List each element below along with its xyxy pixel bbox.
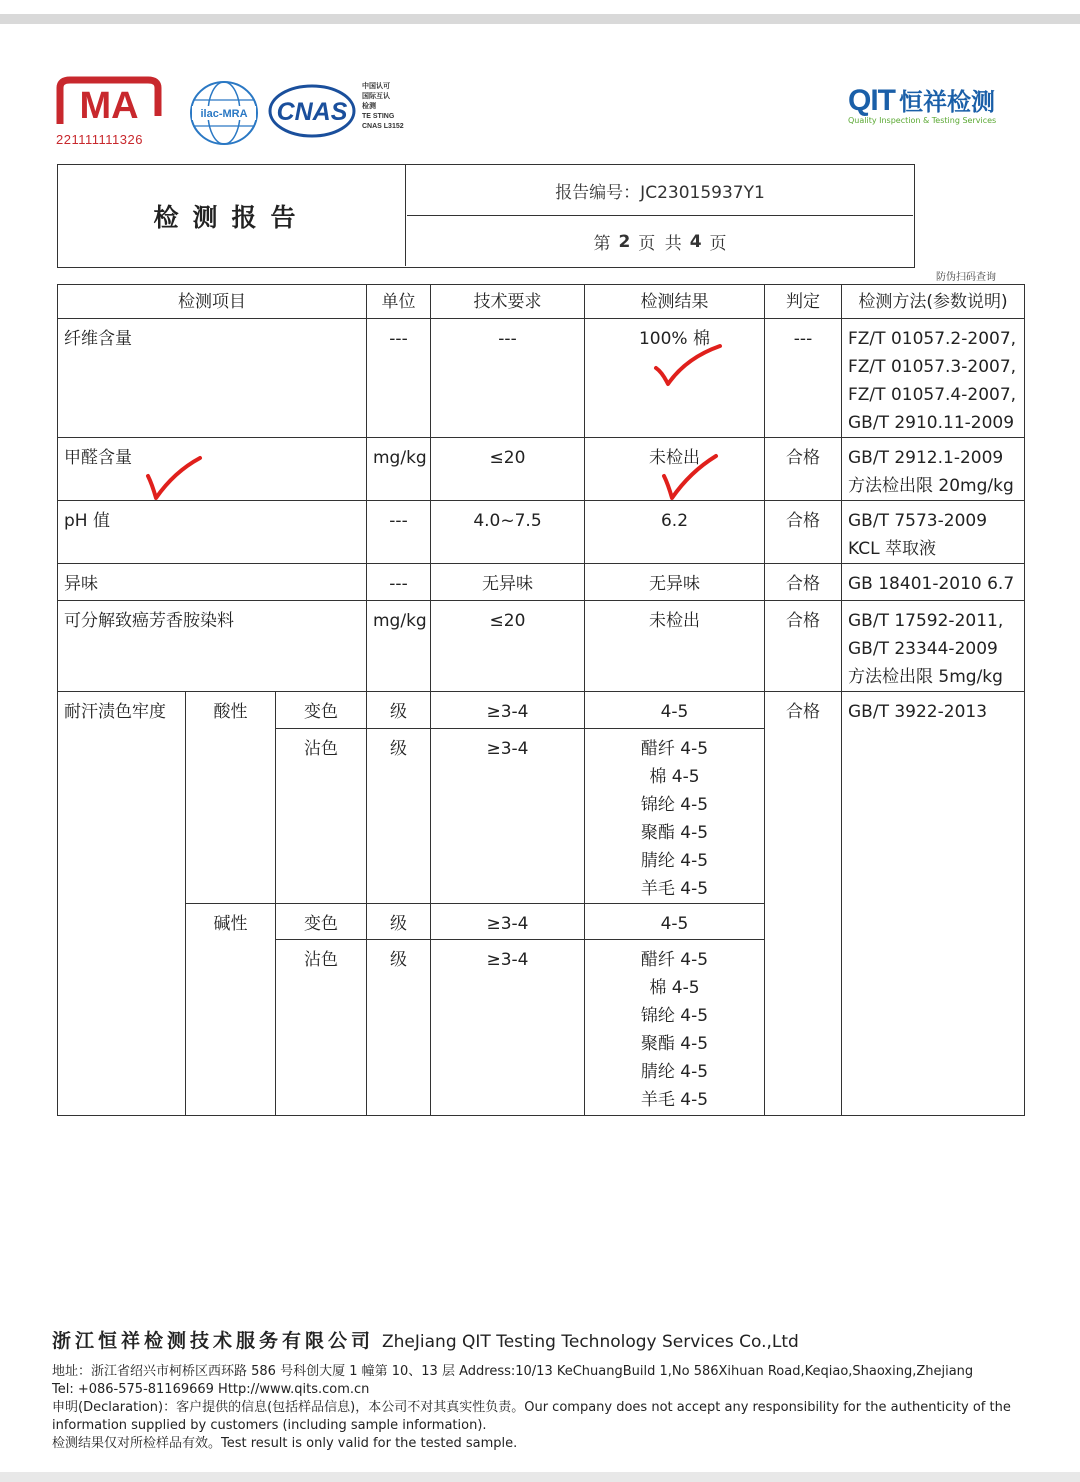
requirement-cell: --- <box>431 319 585 438</box>
cnas-caption-line: 国际互认 <box>362 93 390 100</box>
requirement-cell: ≤20 <box>431 438 585 501</box>
requirement-cell: ≤20 <box>431 601 585 692</box>
check-mark-icon <box>660 452 720 502</box>
requirement-cell: ≥3-4 <box>431 940 585 1116</box>
table-row <box>58 601 1025 692</box>
requirement-cell: 无异味 <box>431 564 585 601</box>
svg-text:CNAS: CNAS <box>276 98 348 126</box>
unit-cell: --- <box>367 319 431 438</box>
result-cell: 4-5 <box>585 904 765 940</box>
page-current: 2 <box>618 231 631 252</box>
table-row <box>58 564 1025 601</box>
method-line: GB/T 23344-2009 <box>848 639 998 659</box>
cnas-mark-icon <box>268 84 356 138</box>
method-cell: GB/T 3922-2013 <box>842 692 1025 1116</box>
cnas-caption-line: 检测 <box>362 103 376 110</box>
unit-cell: mg/kg <box>367 601 431 692</box>
condition-cell-alkali: 碱性 <box>186 904 276 1116</box>
result-line: 锦纶 4-5 <box>640 1006 709 1026</box>
result-cell: 6.2 <box>585 501 765 564</box>
condition-cell-acid: 酸性 <box>186 692 276 904</box>
unit-cell: 级 <box>367 904 431 940</box>
table-row <box>58 692 1025 729</box>
method-line: GB/T 17592-2011, <box>848 611 1004 631</box>
method-line: FZ/T 01057.4-2007, <box>848 385 1017 405</box>
item-cell: 可分解致癌芳香胺染料 <box>58 601 367 692</box>
top-border <box>0 14 1080 24</box>
bottom-border <box>0 1472 1080 1482</box>
requirement-cell: ≥3-4 <box>431 729 585 904</box>
method-line: KCL 萃取液 <box>848 539 936 559</box>
judgement-cell: 合格 <box>765 438 842 501</box>
company-name-cn: 浙江恒祥检测技术服务有限公司 <box>52 1330 375 1352</box>
validity-note: 检测结果仅对所检样品有效。Test result is only valid for the tested sample. <box>52 1436 518 1451</box>
page-prefix: 第 <box>593 234 611 254</box>
unit-cell: 级 <box>367 692 431 729</box>
item-cell: 纤维含量 <box>58 319 367 438</box>
ilac-mra-logo <box>188 80 260 146</box>
method-line: FZ/T 01057.3-2007, <box>848 357 1017 377</box>
check-mark-icon <box>652 342 724 388</box>
qr-code[interactable] <box>922 168 1014 264</box>
judgement-cell: --- <box>765 319 842 438</box>
cma-logo <box>56 76 164 150</box>
result-line: 腈纶 4-5 <box>640 851 709 871</box>
page-mid: 页 共 <box>638 234 682 254</box>
subitem-cell: 变色 <box>276 692 367 729</box>
result-line: 棉 4-5 <box>649 978 700 998</box>
qr-caption: 防伪扫码查询 <box>936 272 996 283</box>
col-header-judgement: 判定 <box>765 285 842 319</box>
qit-name: 恒祥检测 <box>899 88 995 116</box>
judgement-cell: 合格 <box>765 501 842 564</box>
cnas-logo <box>268 84 356 138</box>
svg-text:ilac-MRA: ilac-MRA <box>200 108 248 120</box>
col-header-requirement: 技术要求 <box>431 285 585 319</box>
svg-text:MA: MA <box>79 85 139 127</box>
requirement-cell: 4.0~7.5 <box>431 501 585 564</box>
report-title: 检测报告 <box>58 165 406 266</box>
subitem-cell: 沾色 <box>276 940 367 1116</box>
table-header-row <box>58 285 1025 319</box>
subitem-cell: 沾色 <box>276 729 367 904</box>
result-line: 聚酯 4-5 <box>640 823 709 843</box>
result-cell <box>585 729 765 904</box>
item-cell: 异味 <box>58 564 367 601</box>
method-line: FZ/T 01057.2-2007, <box>848 329 1017 349</box>
cnas-caption <box>362 82 404 132</box>
qit-mark: QIT <box>848 84 895 117</box>
item-cell: pH 值 <box>58 501 367 564</box>
unit-cell: --- <box>367 501 431 564</box>
subitem-cell: 变色 <box>276 904 367 940</box>
method-line: GB/T 2910.11-2009 <box>848 413 1015 433</box>
unit-cell: mg/kg <box>367 438 431 501</box>
report-footer <box>52 1326 1052 1453</box>
result-line: 棉 4-5 <box>649 767 700 787</box>
method-line: 方法检出限 5mg/kg <box>848 667 1003 687</box>
method-cell <box>842 564 1025 601</box>
method-cell <box>842 501 1025 564</box>
result-cell <box>585 940 765 1116</box>
cnas-caption-line: TE STING <box>362 113 395 120</box>
col-header-result: 检测结果 <box>585 285 765 319</box>
cma-number: 221111111326 <box>56 132 143 147</box>
item-cell: 耐汗渍色牢度 <box>58 692 186 1116</box>
result-cell: 100% 棉 <box>585 319 765 438</box>
company-contact: Tel: +086-575-81169669 Http://www.qits.com.cn <box>52 1382 370 1397</box>
cma-mark-icon <box>56 76 162 128</box>
unit-cell: --- <box>367 564 431 601</box>
cnas-caption-line: 中国认可 <box>362 83 390 90</box>
result-line: 醋纤 4-5 <box>640 950 709 970</box>
judgement-cell: 合格 <box>765 564 842 601</box>
report-number: 报告编号：JC23015937Y1 <box>407 165 913 216</box>
method-line: 方法检出限 20mg/kg <box>848 476 1014 496</box>
page-indicator <box>407 217 913 266</box>
result-line: 醋纤 4-5 <box>640 739 709 759</box>
result-line: 锦纶 4-5 <box>640 795 709 815</box>
result-line: 羊毛 4-5 <box>640 1090 709 1110</box>
page-suffix: 页 <box>709 234 727 254</box>
check-mark-icon <box>144 454 204 502</box>
judgement-cell: 合格 <box>765 692 842 1116</box>
qit-subtitle: Quality Inspection & Testing Services <box>848 116 997 125</box>
method-line: GB 18401-2010 6.7 <box>848 574 1015 594</box>
col-header-method: 检测方法(参数说明) <box>842 285 1025 319</box>
result-cell: 未检出 <box>585 601 765 692</box>
results-table <box>57 284 1025 1116</box>
method-cell <box>842 319 1025 438</box>
judgement-cell: 合格 <box>765 601 842 692</box>
report-header <box>57 164 915 268</box>
table-row <box>58 319 1025 438</box>
declaration: 申明(Declaration)：客户提供的信息(包括样品信息)，本公司不对其真实性负责。Our company does not accept any responsibility for the authenticity of the <box>52 1400 1011 1415</box>
company-address: 地址：浙江省绍兴市柯桥区西环路 586 号科创大厦 1 幢第 10、13 层 Address:10/13 KeChuangBuild 1,No 586Xihuan Road,Keqiao,Shaoxing,Zhejiang <box>52 1364 974 1379</box>
unit-cell: 级 <box>367 729 431 904</box>
result-line: 羊毛 4-5 <box>640 879 709 899</box>
qit-logo <box>848 82 1018 132</box>
method-line: GB/T 2912.1-2009 <box>848 448 1004 468</box>
method-cell <box>842 601 1025 692</box>
table-row <box>58 501 1025 564</box>
method-line: GB/T 7573-2009 <box>848 511 988 531</box>
unit-cell: 级 <box>367 940 431 1116</box>
col-header-item: 检测项目 <box>58 285 367 319</box>
requirement-cell: ≥3-4 <box>431 904 585 940</box>
method-cell <box>842 438 1025 501</box>
company-name-en: ZheJiang QIT Testing Technology Services Co.,Ltd <box>382 1332 799 1352</box>
page-total: 4 <box>689 231 702 252</box>
result-line: 腈纶 4-5 <box>640 1062 709 1082</box>
requirement-cell: ≥3-4 <box>431 692 585 729</box>
company-line <box>52 1326 1052 1353</box>
result-cell: 4-5 <box>585 692 765 729</box>
result-line: 聚酯 4-5 <box>640 1034 709 1054</box>
item-cell: 甲醛含量 <box>58 438 367 501</box>
declaration-continued: information supplied by customers (including sample information). <box>52 1418 487 1433</box>
result-cell: 无异味 <box>585 564 765 601</box>
ilac-globe-icon <box>188 80 260 146</box>
col-header-unit: 单位 <box>367 285 431 319</box>
cnas-caption-line: CNAS L3152 <box>362 123 404 130</box>
result-cell: 未检出 <box>585 438 765 501</box>
